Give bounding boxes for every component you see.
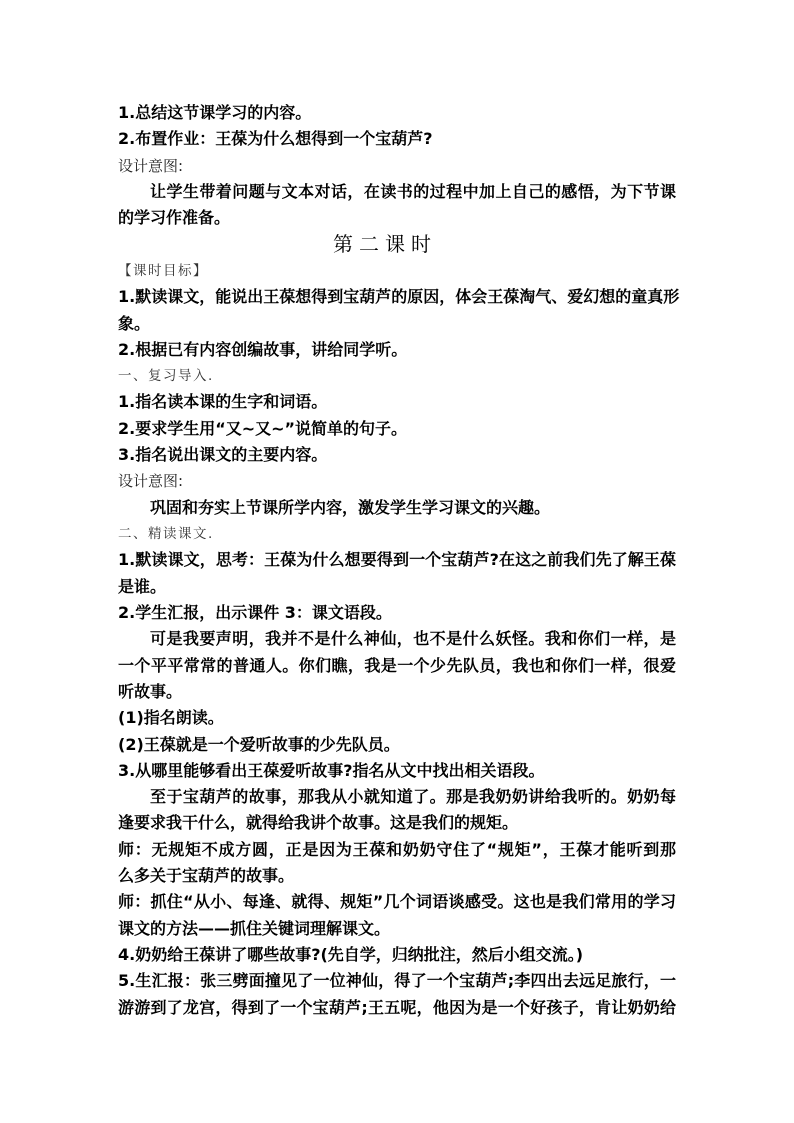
text-line: 的学习作准备。 (118, 208, 231, 228)
teacher-remark (118, 837, 676, 890)
section-heading: 一、复习导入. (118, 368, 214, 385)
question-item: 4.奶奶给王葆讲了哪些故事?(先自学，归纳批注，然后小组交流。) (118, 945, 584, 964)
quoted-passage (118, 626, 676, 705)
student-report (118, 968, 676, 1021)
review-item: 2.要求学生用“又~又~”说简单的句子。 (118, 418, 408, 438)
design-intent-label: 设计意图: (118, 472, 184, 491)
lesson-plan-content (118, 100, 680, 1021)
sub-item: (1)指名朗读。 (118, 708, 224, 728)
text-line: 师：无规矩不成方圆，正是因为王葆和奶奶守住了“规矩”，王葆才能听到那 (118, 839, 676, 859)
text-line: 1.默读课文，思考：王葆为什么想要得到一个宝葫芦?在这之前我们先了解王葆 (118, 550, 676, 570)
text-line: 师：抓住“从小、每逢、就得、规矩”几个词语谈感受。这也是我们常用的学习 (118, 892, 676, 912)
goal-item (118, 284, 680, 337)
text-line: 2.根据已有内容创编故事，讲给同学听。 (118, 339, 408, 359)
text-line: 让学生带着问题与文本对话，在读书的过程中加上自己的感悟，为下节课 (150, 181, 676, 201)
lesson-goals-section (118, 258, 680, 363)
homework-item: 2.布置作业：王葆为什么想得到一个宝葫芦? (118, 129, 433, 149)
review-item: 3.指名说出课文的主要内容。 (118, 445, 328, 465)
sub-item: (2)王葆就是一个爱听故事的少先队员。 (118, 734, 400, 754)
design-intent-paragraph (118, 179, 676, 232)
wrap-up-item: 1.总结这节课学习的内容。 (118, 103, 312, 122)
text-line: 逢要求我干什么，就得给我讲个故事。这是我们的规矩。 (118, 813, 519, 833)
text-line: 听故事。 (118, 681, 183, 701)
question-item (118, 547, 676, 600)
text-line: 是谁。 (118, 576, 167, 596)
text-line: 至于宝葫芦的故事，那我从小就知道了。那是我奶奶讲给我听的。奶奶每 (150, 787, 676, 807)
quoted-passage (118, 784, 676, 837)
goal-item (118, 337, 676, 363)
question-item: 3.从哪里能够看出王葆爱听故事?指名从文中找出相关语段。 (118, 760, 545, 780)
text-line: 5.生汇报：张三劈面撞见了一位神仙，得了一个宝葫芦;李四出去远足旅行，一 (118, 971, 676, 991)
text-line: 么多关于宝葫芦的故事。 (118, 866, 295, 886)
section-heading: 二、精读课文. (118, 526, 214, 542)
design-intent-label: 设计意图: (118, 156, 184, 175)
close-reading-section (118, 521, 676, 1021)
text-line: 可是我要声明，我并不是什么神仙，也不是什么妖怪。我和你们一样，是 (150, 629, 676, 649)
text-line: 课文的方法——抓住关键词理解课文。 (118, 918, 391, 938)
review-item: 1.指名读本课的生字和词语。 (118, 392, 328, 412)
design-intent-paragraph: 巩固和夯实上节课所学内容，激发学生学习课文的兴趣。 (150, 497, 551, 517)
text-line: 1.默读课文，能说出王葆想得到宝葫芦的原因，体会王葆淘气、爱幻想的童真形 (118, 287, 680, 307)
question-item: 2.学生汇报，出示课件 3：课文语段。 (118, 602, 392, 622)
text-line: 一个平平常常的普通人。你们瞧，我是一个少先队员，我也和你们一样，很爱 (118, 655, 676, 675)
goals-label: 【课时目标】 (118, 262, 208, 279)
review-section (118, 363, 676, 521)
lesson-title: 第二课时 (333, 233, 437, 256)
teacher-remark (118, 889, 676, 942)
text-line: 象。 (118, 313, 151, 333)
text-line: 游游到了龙宫，得到了一个宝葫芦;王五呢，他因为是一个好孩子，肯让奶奶给 (118, 997, 676, 1017)
wrap-up-section (118, 100, 676, 232)
